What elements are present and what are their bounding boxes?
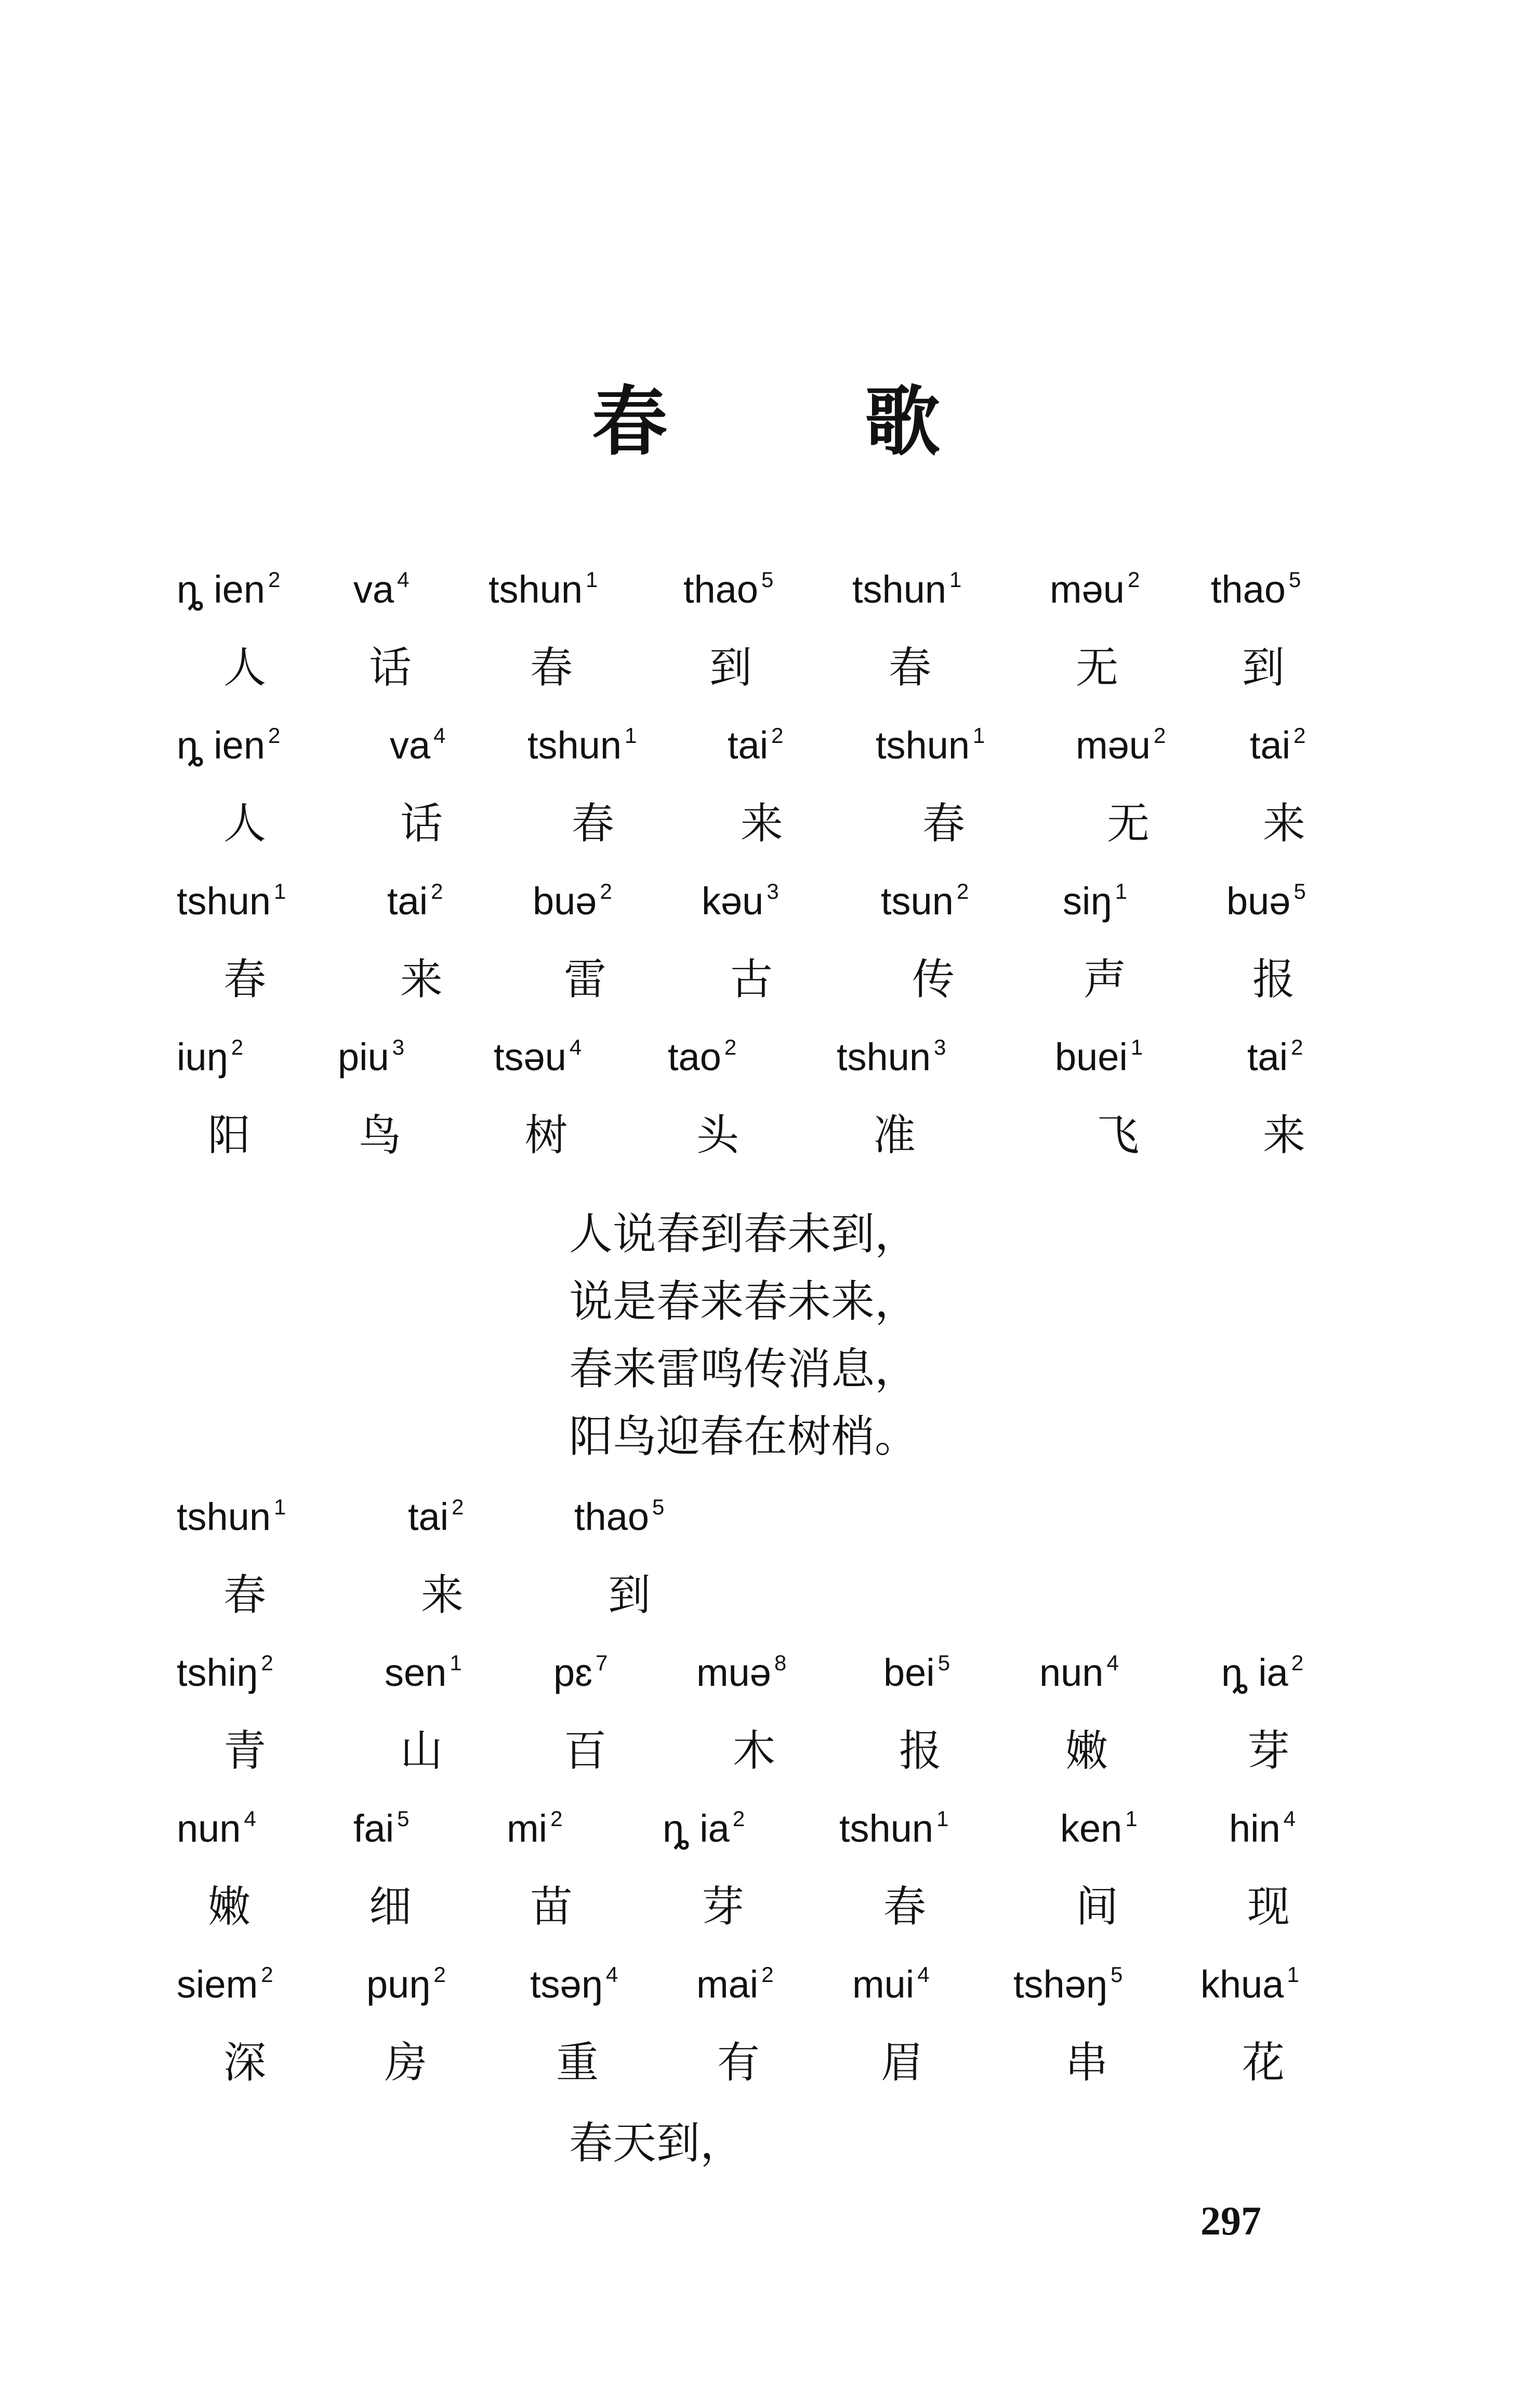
syllable: tshun $^1$ (488, 567, 598, 611)
song-title (0, 378, 1532, 466)
syllable: muə $^8$ (696, 1651, 787, 1694)
roman-line (177, 1036, 1356, 1114)
syllable: məu $^2$ (1050, 567, 1140, 611)
syllable: məu $^2$ (1076, 723, 1166, 767)
verse-line: 春来雷鸣传消息， (569, 1343, 919, 1394)
syllable: ȵ ien $^2$ (177, 567, 281, 611)
syllable: tai $^2$ (387, 879, 443, 923)
verse-translation-2 (569, 2109, 744, 2177)
hanzi: 芽 (1247, 1726, 1290, 1776)
hanzi: 飞 (1097, 1111, 1140, 1160)
hanzi: 报 (899, 1726, 942, 1776)
syllable: tshun $^1$ (527, 723, 637, 767)
hanzi: 到 (608, 1571, 651, 1620)
hanzi: 古 (730, 955, 773, 1004)
stanza-1 (177, 569, 1356, 1192)
syllable: bei $^5$ (883, 1651, 950, 1694)
hanzi: 春 (889, 643, 932, 693)
hanzi: 来 (741, 799, 784, 848)
syllable: tshun $^1$ (177, 1495, 286, 1538)
hanzi: 准 (873, 1111, 916, 1160)
hanzi-line (177, 2038, 1356, 2120)
hanzi: 现 (1247, 1882, 1290, 1932)
syllable: tsəŋ $^4$ (530, 1962, 618, 2006)
hanzi: 花 (1242, 2038, 1285, 2087)
hanzi: 间 (1076, 1882, 1119, 1932)
syllable: puŋ $^2$ (366, 1962, 446, 2006)
syllable: tai $^2$ (728, 723, 784, 767)
hanzi: 眉 (881, 2038, 924, 2087)
syllable: khua $^1$ (1200, 1962, 1299, 2006)
hanzi: 话 (369, 643, 412, 693)
syllable: siŋ $^1$ (1063, 879, 1127, 923)
hanzi: 春 (530, 643, 573, 693)
hanzi: 到 (1242, 643, 1285, 693)
hanzi: 芽 (702, 1882, 745, 1932)
syllable: ȵ ia $^2$ (663, 1806, 745, 1850)
hanzi-line (177, 1882, 1356, 1964)
hanzi: 声 (1084, 955, 1127, 1004)
syllable: buei $^1$ (1055, 1035, 1143, 1079)
hanzi: 春 (572, 799, 615, 848)
syllable: va $^4$ (390, 723, 446, 767)
hanzi-line (177, 1111, 1356, 1192)
hanzi: 雷 (564, 955, 607, 1004)
title-char: 春 (592, 378, 667, 466)
hanzi: 鸟 (359, 1111, 402, 1160)
hanzi: 青 (223, 1726, 267, 1776)
syllable: tao $^2$ (668, 1035, 737, 1079)
syllable: mai $^2$ (696, 1962, 774, 2006)
syllable: thao $^5$ (683, 567, 774, 611)
syllable: tshəŋ $^5$ (1013, 1962, 1123, 2006)
hanzi: 嫩 (208, 1882, 251, 1932)
syllable: buə $^2$ (533, 879, 612, 923)
page-number: 297 (1200, 2198, 1261, 2243)
syllable: tai $^2$ (1250, 723, 1306, 767)
syllable: mi $^2$ (507, 1806, 563, 1850)
hanzi: 来 (400, 955, 443, 1004)
roman-line (177, 1964, 1356, 2042)
syllable: tshun $^1$ (876, 723, 985, 767)
hanzi: 春 (922, 799, 966, 848)
roman-line (177, 881, 1356, 959)
hanzi: 无 (1107, 799, 1150, 848)
verse-line: 阳鸟迎春在树梢。 (569, 1411, 919, 1462)
syllable: tshiŋ $^2$ (177, 1651, 273, 1694)
verse-line: 说是春来春未来， (569, 1276, 919, 1327)
syllable: tsun $^2$ (881, 879, 969, 923)
syllable: thao $^5$ (1211, 567, 1301, 611)
hanzi: 来 (1263, 1111, 1306, 1160)
hanzi: 深 (223, 2038, 267, 2087)
hanzi-line (177, 799, 1356, 881)
syllable: tshun $^1$ (839, 1806, 949, 1850)
hanzi: 到 (709, 643, 752, 693)
syllable: va $^4$ (353, 567, 410, 611)
syllable: thao $^5$ (574, 1495, 665, 1538)
hanzi-line (177, 955, 1356, 1036)
hanzi: 苗 (530, 1882, 573, 1932)
hanzi: 话 (400, 799, 443, 848)
syllable: iuŋ $^2$ (177, 1035, 244, 1079)
syllable: siem $^2$ (177, 1962, 273, 2006)
hanzi: 串 (1065, 2038, 1108, 2087)
hanzi: 春 (223, 955, 267, 1004)
syllable: kəu $^3$ (702, 879, 779, 923)
hanzi: 山 (400, 1726, 443, 1776)
hanzi-line (177, 1726, 1356, 1808)
syllable: sen $^1$ (385, 1651, 462, 1694)
syllable: ken $^1$ (1060, 1806, 1138, 1850)
stanza-2 (177, 1496, 1356, 2120)
syllable: mui $^4$ (852, 1962, 930, 2006)
hanzi: 嫩 (1065, 1726, 1108, 1776)
syllable: fai $^5$ (353, 1806, 410, 1850)
syllable: tshun $^1$ (177, 879, 286, 923)
roman-line (177, 725, 1356, 803)
hanzi: 重 (556, 2038, 599, 2087)
hanzi: 细 (369, 1882, 412, 1932)
hanzi: 有 (717, 2038, 760, 2087)
hanzi: 春 (883, 1882, 927, 1932)
syllable: tai $^2$ (1247, 1035, 1303, 1079)
hanzi: 阳 (208, 1111, 251, 1160)
roman-line (177, 1808, 1356, 1886)
syllable: buə $^5$ (1226, 879, 1306, 923)
verse-line: 人说春到春未到， (569, 1208, 919, 1259)
syllable: tsəu $^4$ (494, 1035, 582, 1079)
hanzi: 来 (421, 1571, 464, 1620)
syllable: tshun $^3$ (837, 1035, 946, 1079)
syllable: piu $^3$ (338, 1035, 405, 1079)
hanzi: 传 (912, 955, 955, 1004)
roman-line (177, 1652, 1356, 1730)
roman-line (177, 569, 1356, 647)
hanzi: 报 (1252, 955, 1296, 1004)
syllable: nun $^4$ (177, 1806, 256, 1850)
verse-line: 春天到， (569, 2118, 744, 2168)
roman-line (177, 1496, 1356, 1574)
hanzi: 人 (223, 643, 267, 693)
hanzi: 来 (1263, 799, 1306, 848)
hanzi-line (177, 643, 1356, 725)
hanzi: 春 (223, 1571, 267, 1620)
syllable: tai $^2$ (408, 1495, 464, 1538)
hanzi: 人 (223, 799, 267, 848)
hanzi-line (177, 1571, 1356, 1652)
hanzi: 无 (1076, 643, 1119, 693)
syllable: hin $^4$ (1229, 1806, 1296, 1850)
syllable: nun $^4$ (1039, 1651, 1119, 1694)
hanzi: 木 (733, 1726, 776, 1776)
hanzi: 百 (564, 1726, 607, 1776)
hanzi: 树 (525, 1111, 568, 1160)
verse-translation-1 (569, 1200, 918, 1470)
syllable: pɛ $^7$ (553, 1651, 608, 1694)
hanzi: 头 (696, 1111, 739, 1160)
syllable: ȵ ien $^2$ (177, 723, 281, 767)
syllable: ȵ ia $^2$ (1221, 1651, 1304, 1694)
syllable: tshun $^1$ (852, 567, 962, 611)
hanzi: 房 (385, 2038, 428, 2087)
title-char: 歌 (865, 378, 940, 466)
